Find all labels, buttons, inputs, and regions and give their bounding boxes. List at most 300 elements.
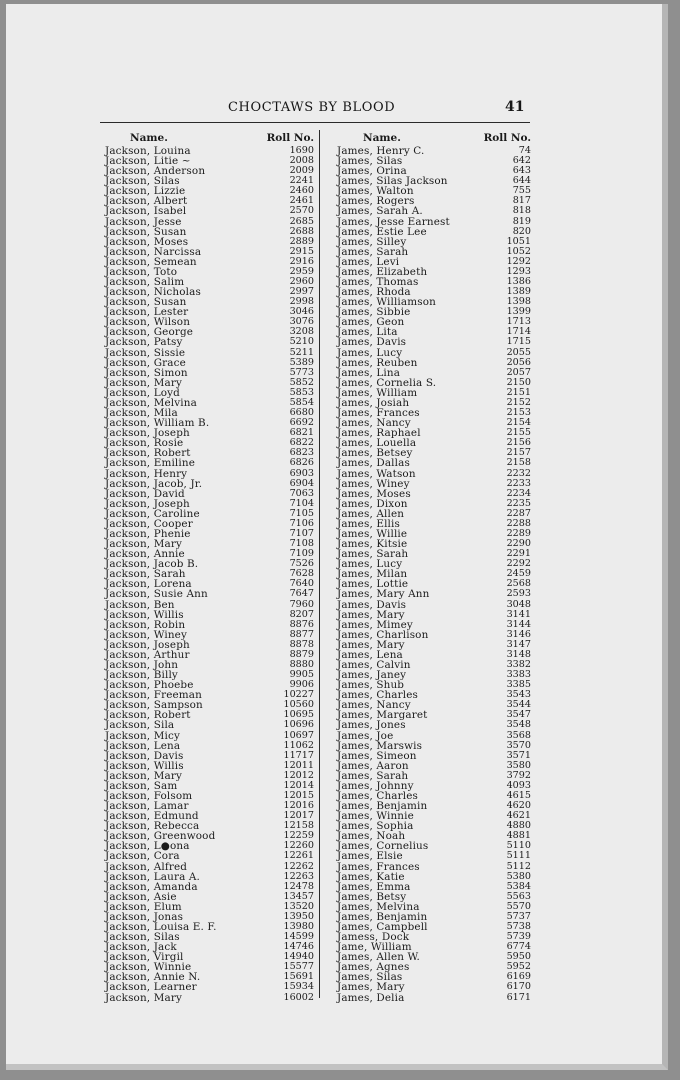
entry-name: Jackson, Cora [105, 850, 180, 863]
entry-roll-number: 2152 [506, 396, 531, 408]
entry-name: Jackson, Moses [105, 235, 189, 248]
list-item [331, 993, 531, 1003]
entry-roll-number: 1398 [506, 296, 531, 308]
entry-roll-number: 11062 [283, 739, 314, 751]
entry-roll-number: 7640 [289, 578, 314, 590]
entry-roll-number: 5950 [506, 951, 531, 963]
entry-name: Jackson, Joseph [105, 427, 190, 440]
entry-roll-number: 3385 [506, 679, 531, 691]
entry-name: Jackson, Robert [105, 709, 191, 722]
entry-name: James, Winnie [337, 810, 414, 823]
entry-name: Jackson, Salim [105, 276, 185, 289]
entry-roll-number: 2158 [506, 457, 531, 469]
entry-roll-number: 5563 [506, 890, 531, 902]
entry-roll-number: 74 [518, 145, 531, 156]
entry-roll-number: 2685 [289, 215, 314, 227]
entry-roll-number: 2233 [506, 477, 531, 489]
entry-name: James, Willie [337, 527, 408, 540]
entry-roll-number: 6823 [289, 447, 314, 459]
entry-roll-number: 3144 [506, 618, 531, 630]
entry-name: James, Watson [337, 467, 416, 480]
entry-roll-number: 4621 [506, 810, 531, 822]
entry-name: Jackson, Lester [105, 306, 189, 319]
entry-roll-number: 15577 [283, 961, 314, 973]
entry-roll-number: 2234 [506, 487, 531, 499]
entry-name: James, Thomas [337, 276, 419, 289]
entry-roll-number: 6904 [289, 477, 314, 489]
entry-name: James, Williamson [337, 296, 436, 309]
entry-roll-number: 2568 [506, 578, 531, 590]
entry-roll-number: 6821 [289, 427, 314, 439]
entry-name: Jackson, Phenie [105, 527, 191, 540]
entry-roll-number: 2459 [506, 568, 531, 580]
entry-roll-number: 1386 [506, 276, 531, 288]
entry-name: James, Estie Lee [337, 225, 427, 238]
entry-roll-number: 3570 [506, 739, 531, 751]
entry-roll-number: 7063 [289, 487, 314, 499]
entry-name: James, Mary [337, 608, 405, 621]
entry-roll-number: 12014 [283, 779, 314, 791]
entry-roll-number: 13950 [283, 910, 314, 922]
entry-name: James, Charles [337, 790, 419, 802]
entry-roll-number: 7108 [289, 538, 314, 550]
entry-name: Jackson, Susan [105, 225, 187, 238]
entry-name: Jackson, Greenwood [105, 830, 216, 843]
entry-name: James, Lina [337, 366, 401, 379]
entry-roll-number: 5853 [289, 386, 314, 398]
entry-name: James, Frances [337, 407, 420, 420]
entry-roll-number: 10697 [283, 729, 314, 741]
entry-roll-number: 2998 [289, 296, 314, 308]
entry-name: Jackson, Virgil [105, 951, 184, 964]
entry-name: James, Dixon [337, 497, 408, 510]
entry-name: Jame, William [337, 941, 412, 954]
entry-roll-number: 12016 [283, 800, 314, 812]
entry-roll-number: 2056 [506, 356, 531, 368]
entry-roll-number: 2057 [506, 366, 531, 378]
column-divider [319, 130, 320, 998]
entry-roll-number: 3046 [289, 306, 314, 318]
entry-roll-number: 7106 [289, 517, 314, 529]
entry-name: Jackson, Melvina [105, 396, 197, 409]
entry-name: Jackson, Annie N. [105, 971, 201, 984]
entry-roll-number: 3382 [506, 658, 531, 670]
entry-name: James, Calvin [337, 658, 411, 671]
entry-roll-number: 817 [512, 195, 531, 207]
entry-name: Jackson, Joseph [105, 497, 190, 510]
entry-roll-number: 2889 [289, 235, 314, 247]
entry-name: James, Jesse Earnest [337, 215, 450, 228]
entry-roll-number: 13520 [283, 900, 314, 912]
entry-roll-number: 6903 [289, 467, 314, 479]
entry-name: Jackson, Ben [105, 598, 175, 611]
entry-name: Jackson, Mila [105, 407, 178, 420]
entry-name: James, Davis [337, 336, 407, 349]
entry-roll-number: 5389 [289, 356, 314, 368]
entry-roll-number: 14599 [283, 931, 314, 943]
entry-roll-number: 3547 [506, 709, 531, 721]
entry-name: Jackson, Caroline [105, 507, 200, 520]
entry-name: Jackson, Annie [105, 548, 185, 561]
entry-name: Jackson, Jesse [105, 215, 182, 228]
entry-name: Jackson, Semean [105, 255, 197, 268]
entry-roll-number: 7104 [289, 497, 314, 509]
entry-roll-number: 3148 [506, 648, 531, 660]
name-heading: Name. [363, 132, 401, 144]
entry-name: Jackson, Mary [105, 991, 182, 1004]
entry-name: James, Ellis [337, 517, 400, 530]
entry-roll-number: 8876 [289, 618, 314, 630]
entry-name: Jackson, Rebecca [105, 820, 200, 833]
entry-name: Jackson, Grace [105, 356, 186, 369]
entry-roll-number: 2151 [506, 386, 531, 398]
entry-roll-number: 12158 [283, 820, 314, 832]
entry-name: Jackson, George [105, 326, 194, 339]
entry-roll-number: 3580 [506, 759, 531, 771]
entry-name: James, Delia [337, 991, 405, 1004]
entry-roll-number: 15691 [283, 971, 314, 983]
entry-name: Jackson, Patsy [105, 336, 183, 349]
entry-roll-number: 1052 [506, 245, 531, 257]
entry-roll-number: 6170 [506, 981, 531, 993]
entry-roll-number: 2153 [506, 407, 531, 419]
entry-name: James, Marswis [337, 739, 423, 752]
running-head [6, 100, 662, 118]
entry-name: James, Louella [337, 437, 417, 450]
entry-name: James, Joe [337, 729, 394, 742]
entry-roll-number: 2593 [506, 588, 531, 600]
entry-roll-number: 1713 [506, 316, 531, 328]
entry-name: James, Elizabeth [337, 265, 428, 278]
entry-roll-number: 9906 [289, 679, 314, 691]
entry-name: Jackson, Lena [105, 739, 181, 752]
entry-roll-number: 2291 [506, 548, 531, 560]
entry-roll-number: 5773 [289, 366, 314, 378]
entry-name: James, Sarah [337, 245, 409, 258]
entry-roll-number: 10696 [283, 719, 314, 731]
entry-name: James, Cornelia S. [337, 376, 437, 389]
entry-name: Jackson, Joseph [105, 638, 190, 651]
entry-name: James, Simeon [337, 749, 417, 762]
entry-name: Jackson, William B. [105, 417, 210, 430]
entry-name: Jackson, Narcissa [105, 245, 202, 258]
entry-name: James, Reuben [337, 356, 418, 369]
entry-name: Jackson, Henry [105, 467, 188, 480]
entry-roll-number: 8880 [289, 658, 314, 670]
entry-name: Jackson, Robin [105, 618, 186, 631]
entry-roll-number: 2288 [506, 517, 531, 529]
entry-roll-number: 2157 [506, 447, 531, 459]
list-item [331, 458, 531, 468]
entry-name: Jackson, Rosie [105, 437, 184, 450]
entry-name: Jackson, Freeman [105, 689, 202, 702]
entry-roll-number: 8879 [289, 648, 314, 660]
entry-roll-number: 5384 [506, 880, 531, 892]
entry-roll-number: 3544 [506, 699, 531, 711]
entry-roll-number: 3048 [506, 598, 531, 610]
entry-roll-number: 6822 [289, 437, 314, 449]
entry-roll-number: 4881 [506, 830, 531, 842]
page-title: CHOCTAWS BY BLOOD [228, 100, 396, 115]
entry-roll-number: 2915 [289, 245, 314, 257]
entry-roll-number: 819 [512, 215, 531, 227]
entry-name: James, Silas Jackson [337, 175, 448, 188]
entry-roll-number: 5570 [506, 900, 531, 912]
entry-name: Jackson, Billy [105, 669, 178, 682]
left-entries [100, 146, 314, 1003]
entry-roll-number: 15934 [283, 981, 314, 993]
entry-roll-number: 2289 [506, 527, 531, 539]
entry-roll-number: 12262 [283, 860, 314, 872]
entry-roll-number: 14940 [283, 951, 314, 963]
entry-name: James, Rhoda [337, 286, 411, 299]
entry-name: Jackson, Albert [105, 195, 188, 208]
entry-roll-number: 8877 [289, 628, 314, 640]
entry-name: Jackson, Sila [105, 719, 175, 732]
entry-roll-number: 1293 [506, 265, 531, 277]
entry-roll-number: 5737 [506, 910, 531, 922]
entry-roll-number: 2960 [289, 276, 314, 288]
entry-roll-number: 13980 [283, 921, 314, 933]
entry-name: James, Betsey [337, 447, 413, 460]
entry-name: Jackson, Lamar [105, 800, 189, 813]
entry-name: Jackson, Winnie [105, 961, 192, 974]
entry-name: James, Nancy [337, 699, 411, 712]
entry-name: Jackson, Asie [105, 890, 177, 903]
entry-roll-number: 14746 [283, 941, 314, 953]
entry-name: James, Silas [337, 971, 403, 984]
left-column [100, 132, 314, 1003]
entry-roll-number: 2570 [289, 205, 314, 217]
entry-name: James, Sarah [337, 548, 409, 561]
entry-roll-number: 3147 [506, 638, 531, 650]
entry-name: James, Sophia [337, 820, 414, 833]
entry-name: James, Cornelius [337, 840, 429, 853]
entry-roll-number: 5211 [289, 346, 314, 358]
entry-name: Jackson, Elum [105, 900, 182, 913]
document-page [6, 4, 668, 1070]
entry-name: James, Melvina [337, 900, 420, 913]
entry-name: James, Sarah [337, 769, 409, 782]
entry-name: James, Nancy [337, 417, 411, 430]
entry-name: Jackson, Sampson [105, 699, 203, 712]
entry-name: Jackson, Laura A. [105, 870, 200, 883]
entry-name: James, Shub [337, 679, 405, 692]
entry-name: Jackson, Silas [105, 175, 180, 188]
entry-name: Jackson, Jacob B. [105, 558, 199, 571]
entry-name: Jackson, Sam [105, 779, 178, 792]
entry-name: James, Margaret [337, 709, 428, 722]
list-item [331, 589, 531, 599]
left-column-header [100, 132, 314, 144]
entry-roll-number: 644 [512, 175, 531, 187]
entry-name: James, Moses [337, 487, 411, 500]
entry-roll-number: 3571 [506, 749, 531, 761]
entry-roll-number: 2688 [289, 225, 314, 237]
entry-name: Jackson, Simon [105, 366, 188, 379]
entry-name: Jackson, Mary [105, 538, 182, 551]
entry-name: Jackson, Sissie [105, 346, 186, 359]
entry-name: Jackson, Jonas [105, 910, 184, 923]
entry-roll-number: 2154 [506, 417, 531, 429]
entry-roll-number: 5380 [506, 870, 531, 882]
entry-name: Jackson, Litie ~ [105, 155, 191, 168]
entry-roll-number: 2155 [506, 427, 531, 439]
entry-name: James, Jones [337, 719, 406, 732]
entry-name: Jackson, Mary [105, 376, 182, 389]
entry-roll-number: 1389 [506, 286, 531, 298]
entry-roll-number: 2959 [289, 265, 314, 277]
entry-roll-number: 1051 [506, 235, 531, 247]
entry-roll-number: 6826 [289, 457, 314, 469]
entry-roll-number: 12012 [283, 769, 314, 781]
entry-name: Jackson, Learner [105, 981, 197, 994]
entry-roll-number: 6692 [289, 417, 314, 429]
name-heading: Name. [130, 132, 168, 144]
entry-roll-number: 2916 [289, 255, 314, 267]
entry-roll-number: 12015 [283, 790, 314, 801]
entry-roll-number: 4615 [506, 790, 531, 801]
entry-name: Jackson, Arthur [105, 648, 190, 661]
entry-name: James, Katie [337, 870, 405, 883]
entry-roll-number: 9905 [289, 669, 314, 681]
entry-name: James, Sibbie [337, 306, 411, 319]
entry-roll-number: 5854 [289, 396, 314, 408]
entry-roll-number: 7109 [289, 548, 314, 560]
entry-name: James, Mary [337, 638, 405, 651]
entry-name: James, Frances [337, 860, 420, 873]
entry-roll-number: 2290 [506, 538, 531, 550]
entry-name: Jackson, Cooper [105, 517, 193, 530]
entry-roll-number: 12259 [283, 830, 314, 842]
entry-roll-number: 6774 [506, 941, 531, 953]
entry-name: Jackson, Willis [105, 608, 184, 621]
roll-heading: Roll No. [483, 132, 531, 144]
entry-roll-number: 3141 [506, 608, 531, 620]
entry-roll-number: 5952 [506, 961, 531, 973]
entry-roll-number: 2292 [506, 558, 531, 570]
entry-name: Jackson, Folsom [105, 790, 193, 802]
entry-name: James, Orina [337, 165, 407, 178]
entry-roll-number: 8207 [289, 608, 314, 620]
entry-name: Jackson, Davis [105, 749, 184, 762]
entry-name: Jackson, Phoebe [105, 679, 194, 692]
entry-name: James, Lena [337, 648, 403, 661]
entry-name: Jackson, Louina [105, 145, 191, 157]
entry-name: Jackson, Nicholas [105, 286, 201, 299]
entry-name: James, Josiah [337, 396, 410, 409]
entry-roll-number: 5111 [506, 850, 531, 862]
entry-roll-number: 4880 [506, 820, 531, 832]
entry-name: James, Noah [337, 830, 406, 843]
entry-name: James, Mary Ann [337, 588, 430, 601]
entry-roll-number: 3792 [506, 769, 531, 781]
header-rule [100, 122, 530, 123]
entry-name: James, Sarah A. [337, 205, 423, 218]
entry-roll-number: 2156 [506, 437, 531, 449]
entry-roll-number: 7107 [289, 527, 314, 539]
entry-roll-number: 2287 [506, 507, 531, 519]
entry-name: Jackson, Louisa E. F. [105, 921, 217, 934]
entry-roll-number: 643 [512, 165, 531, 177]
entry-name: Jackson, Susie Ann [105, 588, 208, 601]
entry-name: James, Lita [337, 326, 398, 339]
entry-roll-number: 2235 [506, 497, 531, 509]
entry-roll-number: 12478 [283, 880, 314, 892]
entry-name: Jackson, Lorena [105, 578, 192, 591]
entry-name: James, Betsy [337, 890, 407, 903]
entry-name: Jackson, Robert [105, 447, 191, 460]
entry-roll-number: 755 [512, 185, 531, 197]
entry-name: Jackson, Sarah [105, 568, 186, 581]
entry-roll-number: 13457 [283, 890, 314, 902]
entry-name: James, Dallas [337, 457, 410, 470]
entry-name: Jackson, Loyd [105, 386, 180, 399]
entry-roll-number: 3208 [289, 326, 314, 338]
entry-name: Jackson, Lizzie [105, 185, 186, 198]
entry-roll-number: 3146 [506, 628, 531, 640]
entry-roll-number: 2997 [289, 286, 314, 298]
entry-roll-number: 6680 [289, 407, 314, 419]
page-number: 41 [505, 99, 525, 115]
entry-roll-number: 12260 [283, 840, 314, 852]
entry-roll-number: 7647 [289, 588, 314, 600]
entry-roll-number: 2009 [289, 165, 314, 177]
entry-roll-number: 642 [512, 155, 531, 167]
entry-roll-number: 1715 [506, 336, 531, 348]
entry-roll-number: 4093 [506, 779, 531, 791]
entry-name: James, Winey [337, 477, 410, 490]
entry-name: Jackson, Winey [105, 628, 187, 641]
entry-name: James, Lucy [337, 558, 403, 571]
entry-roll-number: 3548 [506, 719, 531, 731]
roll-heading: Roll No. [266, 132, 314, 144]
right-entries [331, 146, 531, 1003]
entry-name: James, Levi [337, 255, 400, 268]
entry-name: James, William [337, 386, 418, 399]
entry-name: James, Aaron [337, 759, 409, 772]
entry-roll-number: 3076 [289, 316, 314, 328]
entry-name: James, Benjamin [337, 800, 428, 813]
entry-name: James, Elsie [337, 850, 403, 863]
entry-name: James, Silley [337, 235, 407, 248]
entry-roll-number: 2008 [289, 155, 314, 167]
entry-name: James, Davis [337, 598, 407, 611]
entry-name: Jackson, David [105, 487, 185, 500]
entry-roll-number: 1690 [289, 145, 314, 156]
entry-name: James, Lucy [337, 346, 403, 359]
entry-roll-number: 2150 [506, 376, 531, 388]
entry-name: Jackson, Isabel [105, 205, 187, 218]
entry-roll-number: 2241 [289, 175, 314, 187]
entry-name: James, Milan [337, 568, 408, 581]
entry-name: James, Rogers [337, 195, 415, 208]
entry-roll-number: 4620 [506, 800, 531, 812]
entry-roll-number: 5110 [506, 840, 531, 852]
entry-name: James, Raphael [337, 427, 421, 440]
list-item [100, 589, 314, 599]
entry-name: Jackson, Micy [105, 729, 180, 742]
entry-roll-number: 5210 [289, 336, 314, 348]
entry-roll-number: 820 [512, 225, 531, 237]
entry-roll-number: 7960 [289, 598, 314, 610]
entry-roll-number: 12261 [283, 850, 314, 862]
entry-name: James, Allen [337, 507, 405, 520]
entry-name: James, Henry C. [337, 145, 425, 157]
entry-roll-number: 12011 [283, 759, 314, 771]
right-column-header [331, 132, 531, 144]
entry-name: James, Mimey [337, 618, 413, 631]
